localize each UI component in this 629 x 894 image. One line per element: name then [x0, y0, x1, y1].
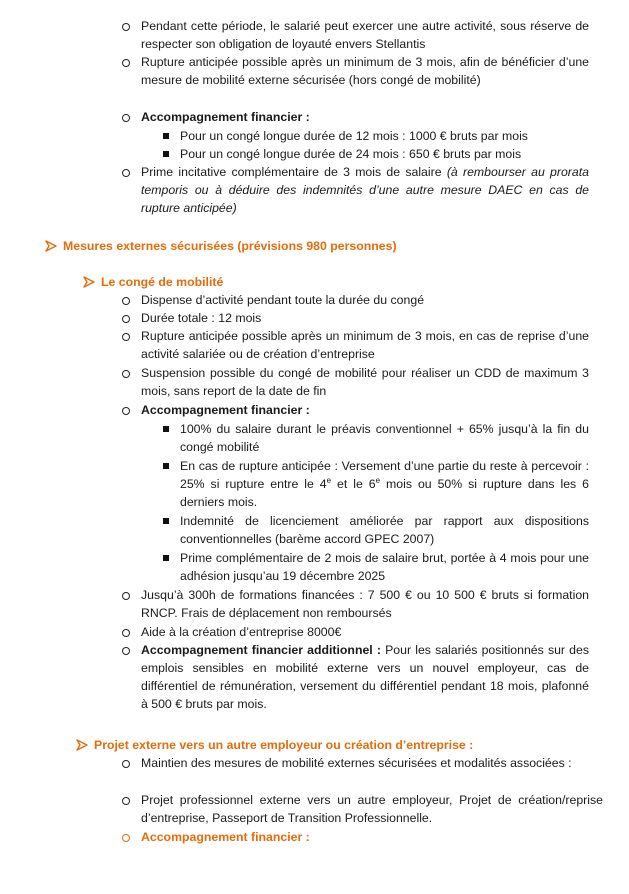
list-item: Dispense d’activité pendant toute la durée du congé — [141, 293, 425, 307]
rupture-text: En cas de rupture anticipée : Versement d’une partie du reste à percevoir : 25% si rupture entre le 4 — [180, 459, 589, 491]
list-item-title: Accompagnement financier additionnel : — [141, 643, 381, 657]
sub-list-item: Pour un congé longue durée de 24 mois : 650 € bruts par mois — [180, 147, 522, 161]
circle-bullet-icon — [122, 315, 130, 323]
list-item-title: Accompagnement financier : — [141, 830, 310, 844]
circle-bullet-icon — [122, 59, 130, 67]
square-bullet-icon — [163, 463, 169, 469]
list-item-title: Accompagnement financier : — [141, 403, 310, 417]
list-item-italic-text: (à rembourser au prorata temporis ou à déduire des indemnités d’une autre mesure DAEC en cas de rupture anticipée) — [141, 165, 590, 215]
circle-bullet-icon — [122, 629, 130, 637]
circle-bullet-icon — [122, 169, 130, 177]
square-bullet-icon — [163, 133, 169, 139]
sub-list-item: Pour un congé longue durée de 12 mois : 1000 € bruts par mois — [180, 129, 528, 143]
list-item: Pendant cette période, le salarié peut exercer une autre activité, sous réserve de respecter son obligation de loyauté envers Stellantis — [141, 19, 589, 51]
rupture-text: mois ou 50% si rupture dans les 6 derniers mois. — [180, 477, 589, 509]
circle-bullet-icon — [122, 333, 130, 341]
circle-bullet-icon — [122, 760, 130, 768]
sub-heading: Le congé de mobilité — [101, 275, 224, 289]
circle-bullet-icon — [122, 114, 130, 122]
circle-bullet-icon — [122, 297, 130, 305]
rupture-text: et le 6 — [331, 477, 376, 491]
list-item: Jusqu’à 300h de formations financées : 7 500 € ou 10 500 € bruts si formation RNCP. Frais de déplacement non remboursés — [141, 588, 589, 620]
square-bullet-icon — [163, 426, 169, 432]
circle-bullet-icon — [122, 592, 130, 600]
circle-bullet-icon — [122, 23, 130, 31]
list-item: Rupture anticipée possible après un minimum de 3 mois, en cas de reprise d’une activité salariée ou de création d’entreprise — [141, 329, 589, 361]
section-heading: Projet externe vers un autre employeur ou création d’entreprise : — [94, 738, 474, 752]
circle-bullet-icon — [122, 370, 130, 378]
list-item-text: Pour les salariés positionnés sur des emplois sensibles en mobilité externe vers un nouvel employeur, cas de différentiel de rémunération, versement du différentiel pendant 18 mois, plafonné à 500 € bruts par mois. — [141, 643, 589, 711]
list-item — [141, 163, 589, 217]
square-bullet-icon — [163, 518, 169, 524]
section-heading: Mesures externes sécurisées (prévisions 980 personnes) — [63, 239, 397, 253]
list-item: Maintien des mesures de mobilité externes sécurisées et modalités associées : — [141, 756, 572, 770]
list-item: Rupture anticipée possible après un minimum de 3 mois, afin de bénéficier d’une mesure de mobilité externe sécurisée (hors congé de mobilité) — [141, 55, 589, 87]
arrow-bullet-icon — [76, 739, 88, 751]
sub-list-item: Prime complémentaire de 2 mois de salaire brut, portée à 4 mois pour une adhésion jusqu’au 19 décembre 2025 — [180, 551, 589, 583]
circle-bullet-icon — [122, 797, 130, 805]
superscript: e — [326, 475, 332, 485]
list-item: Aide à la création d’entreprise 8000€ — [141, 625, 342, 639]
list-item-title: Accompagnement financier : — [141, 110, 310, 124]
arrow-bullet-icon — [83, 276, 95, 288]
circle-bullet-icon — [122, 834, 130, 842]
superscript: e — [375, 475, 381, 485]
square-bullet-icon — [163, 555, 169, 561]
arrow-bullet-icon — [45, 240, 57, 252]
circle-bullet-icon — [122, 407, 130, 415]
sub-list-item: 100% du salaire durant le préavis conventionnel + 65% jusqu’à la fin du congé mobilité — [180, 422, 589, 454]
sub-list-item: Indemnité de licenciement améliorée par rapport aux dispositions conventionnelles (barème accord GPEC 2007) — [180, 514, 589, 546]
list-item: Suspension possible du congé de mobilité pour réaliser un CDD de maximum 3 mois, sans report de la date de fin — [141, 366, 589, 398]
list-item-text: Prime incitative complémentaire de 3 mois de salaire — [141, 165, 447, 179]
sub-list-item — [180, 457, 589, 511]
list-item: Durée totale : 12 mois — [141, 311, 262, 325]
circle-bullet-icon — [122, 647, 130, 655]
list-item: Projet professionnel externe vers un autre employeur, Projet de création/reprise d’entreprise, Passeport de Transition Professionnelle. — [141, 793, 603, 825]
list-item — [141, 641, 589, 713]
square-bullet-icon — [163, 151, 169, 157]
